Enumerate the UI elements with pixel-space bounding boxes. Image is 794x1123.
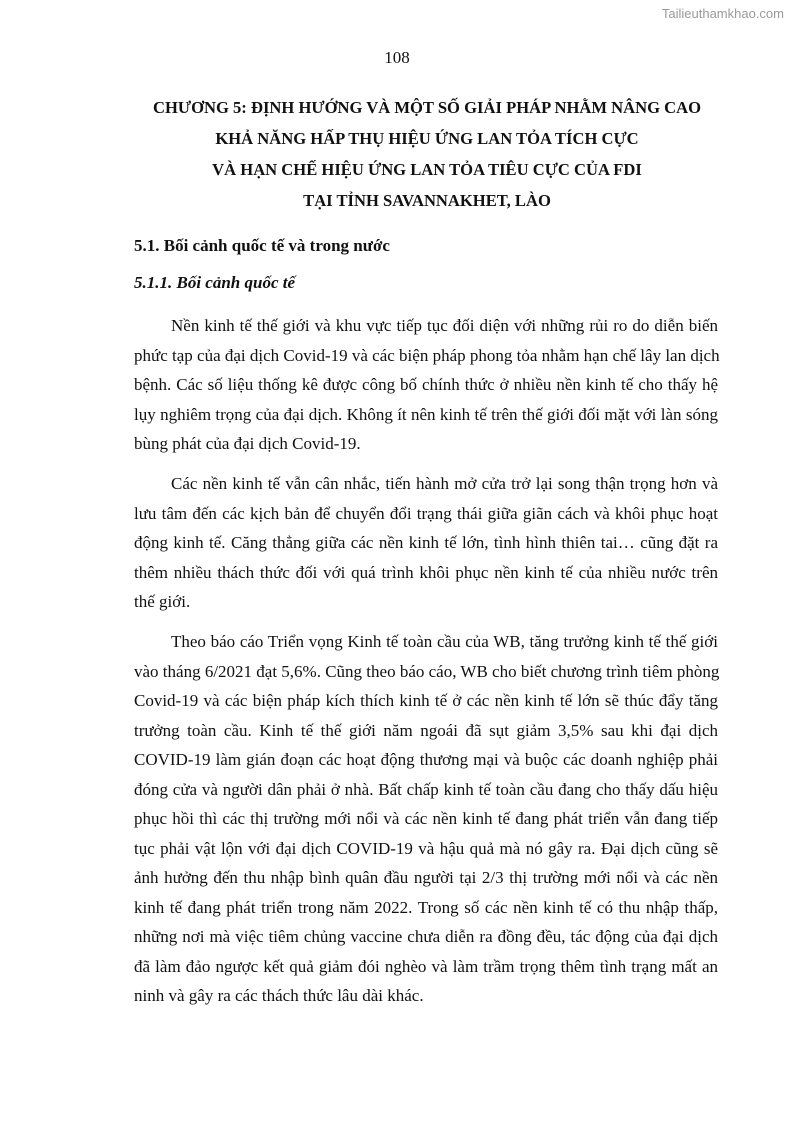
chapter-title-line: VÀ HẠN CHẾ HIỆU ỨNG LAN TỎA TIÊU CỰC CỦA FDI	[212, 160, 642, 179]
text-line: bệnh. Các số liệu thống kê được công bố chính thức ở nhiều nền kinh tế cho thấy hệ	[134, 375, 718, 394]
chapter-title-line: CHƯƠNG 5: ĐỊNH HƯỚNG VÀ MỘT SỐ GIẢI PHÁP NHẰM NÂNG CAO	[152, 98, 702, 117]
page-number: 108	[384, 48, 410, 67]
text-line: trưởng toàn cầu. Kinh tế thế giới năm ngoái đã sụt giảm 3,5% sau khi đại dịch	[134, 720, 718, 740]
text-line: kinh tế đang phát triển trong năm 2022. Trong số các nền kinh tế có thu nhập thấp,	[134, 897, 718, 917]
text-line: tục phải vật lộn với đại dịch COVID-19 và hậu quả mà nó gây ra. Đại dịch cũng sẽ	[134, 838, 718, 858]
text-line: COVID-19 làm gián đoạn các hoạt động thương mại và buộc các doanh nghiệp phải	[134, 750, 718, 769]
subsection-heading: 5.1.1. Bối cảnh quốc tế	[134, 273, 296, 292]
text-line: vào tháng 6/2021 đạt 5,6%. Cũng theo báo cáo, WB cho biết chương trình tiêm phòng	[134, 661, 720, 681]
chapter-title	[100, 92, 754, 216]
text-line: thêm nhiều thách thức đối với quá trình khôi phục nền kinh tế của nhiều nước trên	[134, 562, 718, 582]
text-line: Các nền kinh tế vẫn cân nhắc, tiến hành mở cửa trở lại song thận trọng hơn và	[171, 474, 718, 493]
text-line: Theo báo cáo Triển vọng Kinh tế toàn cầu của WB, tăng trưởng kinh tế thế giới	[171, 632, 718, 651]
text-line: phức tạp của đại dịch Covid-19 và các biện pháp phong tỏa nhằm hạn chế lây lan dịch	[134, 345, 720, 365]
text-line: những nơi mà việc tiêm chủng vaccine chưa diễn ra đồng đều, tác động của đại dịch	[134, 927, 718, 946]
body-paragraph	[134, 469, 718, 617]
text-line: thế giới.	[134, 592, 191, 611]
body-paragraph	[134, 627, 718, 1011]
watermark: Tailieuthamkhao.com	[661, 6, 784, 21]
chapter-title-line: KHẢ NĂNG HẤP THỤ HIỆU ỨNG LAN TỎA TÍCH CỰC	[215, 129, 639, 148]
text-line: Nền kinh tế thế giới và khu vực tiếp tục đối diện với những rủi ro do diễn biến	[171, 316, 718, 335]
text-line: ninh và gây ra các thách thức lâu dài khác.	[134, 986, 424, 1005]
text-line: động kinh tế. Căng thẳng giữa các nền kinh tế lớn, tình hình thiên tai… cũng đặt ra	[134, 533, 718, 552]
text-line: lụy nghiêm trọng của đại dịch. Không ít nên kinh tế trên thế giới đối mặt với làn sóng	[134, 404, 718, 424]
text-line: bùng phát của đại dịch Covid-19.	[134, 434, 361, 453]
section-heading: 5.1. Bối cảnh quốc tế và trong nước	[134, 236, 390, 255]
text-line: đã làm đảo ngược kết quả giảm đói nghèo và làm trầm trọng thêm tình trạng mất an	[134, 956, 718, 976]
chapter-title-line: TẠI TỈNH SAVANNAKHET, LÀO	[303, 191, 551, 210]
text-line: phục hồi thì các thị trường mới nổi và các nền kinh tế đang phát triển vẫn đang tiếp	[134, 809, 718, 828]
text-line: lưu tâm đến các kịch bản để chuyển đổi trạng thái giữa giãn cách và khôi phục hoạt	[134, 503, 718, 523]
body-paragraph	[134, 311, 718, 459]
text-line: đóng cửa và người dân phải ở nhà. Bất chấp kinh tế toàn cầu đang cho thấy dấu hiệu	[134, 779, 718, 799]
text-line: ảnh hưởng đến thu nhập bình quân đầu người tại 2/3 thị trường mới nổi và các nền	[134, 868, 718, 887]
text-line: Covid-19 và các biện pháp kích thích kinh tế ở các nền kinh tế lớn sẽ thúc đẩy tăng	[134, 691, 718, 710]
